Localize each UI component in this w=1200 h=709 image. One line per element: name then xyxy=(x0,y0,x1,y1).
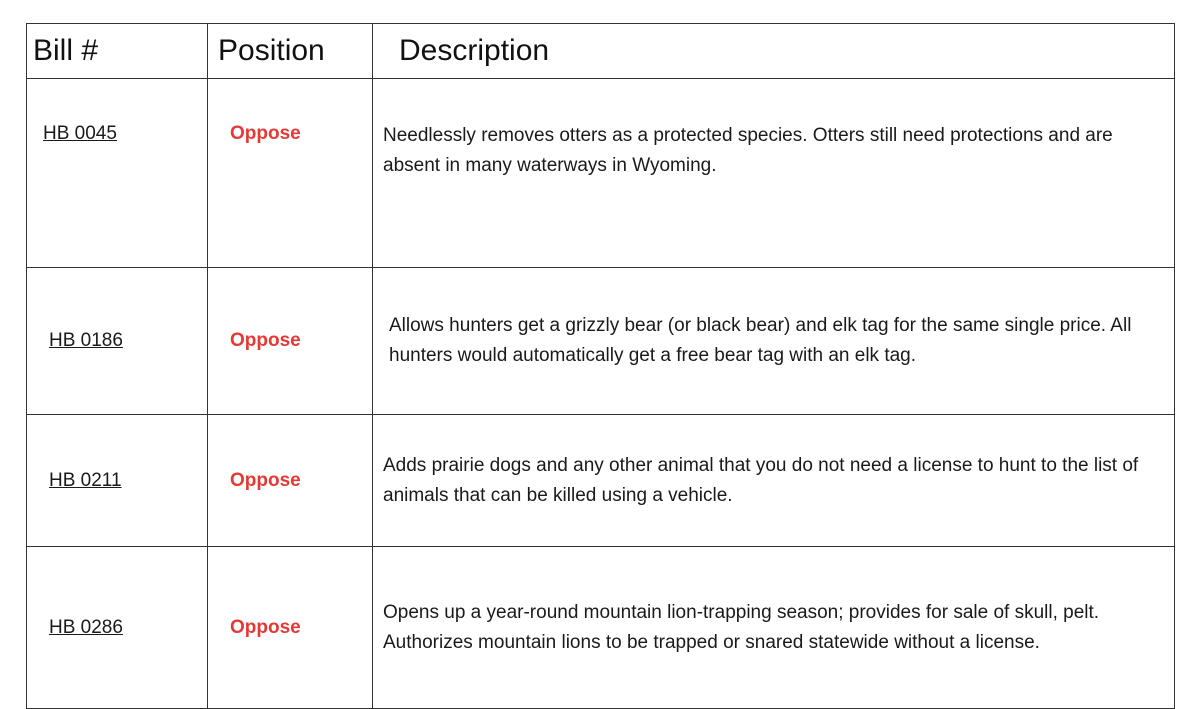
position-badge: Oppose xyxy=(208,268,373,415)
bill-cell xyxy=(27,79,208,268)
description-cell: Needlessly removes otters as a protected species. Otters still need protections and are absent in many waterways in Wyoming. xyxy=(373,79,1175,268)
position-badge: Oppose xyxy=(208,415,373,547)
table-header-row xyxy=(27,24,1175,79)
table-row xyxy=(27,415,1175,547)
header-bill: Bill # xyxy=(27,24,208,79)
bill-cell xyxy=(27,415,208,547)
position-badge: Oppose xyxy=(208,79,373,268)
bill-link-hb0211[interactable]: HB 0211 xyxy=(49,469,122,491)
bills-table xyxy=(26,23,1175,709)
bill-link-hb0045[interactable]: HB 0045 xyxy=(43,123,117,144)
description-cell: Allows hunters get a grizzly bear (or black bear) and elk tag for the same single price. All hunters would automatically get a free bear tag with an elk tag. xyxy=(373,268,1175,415)
header-description: Description xyxy=(373,24,1175,79)
table-row xyxy=(27,79,1175,268)
description-cell: Adds prairie dogs and any other animal that you do not need a license to hunt to the list of animals that can be killed using a vehicle. xyxy=(373,415,1175,547)
bill-link-hb0286[interactable]: HB 0286 xyxy=(49,616,123,638)
header-position: Position xyxy=(208,24,373,79)
description-cell: Opens up a year-round mountain lion-trapping season; provides for sale of skull, pelt. Authorizes mountain lions to be trapped or snared statewide without a license. xyxy=(373,547,1175,709)
bill-cell xyxy=(27,268,208,415)
table-row xyxy=(27,268,1175,415)
position-badge: Oppose xyxy=(208,547,373,709)
table-row xyxy=(27,547,1175,709)
bill-cell xyxy=(27,547,208,709)
bill-link-hb0186[interactable]: HB 0186 xyxy=(49,330,123,351)
